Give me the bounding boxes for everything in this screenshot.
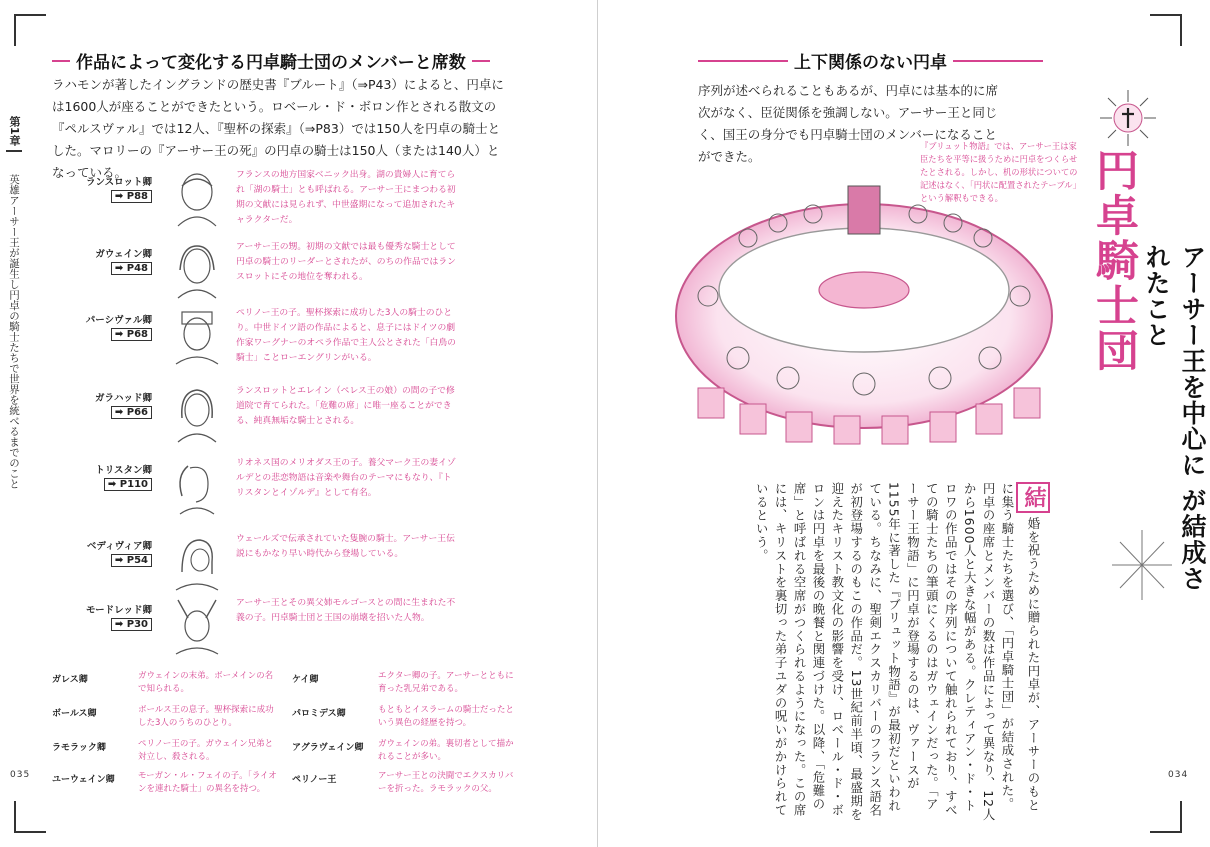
knight-portrait-gawain — [168, 240, 226, 298]
chapter-tab: 第1章 — [6, 116, 22, 152]
minor-knight-description: ガウェインの弟。裏切者として描かれることが多い。 — [378, 739, 514, 762]
minor-knight-entry — [292, 770, 522, 800]
page-reference[interactable]: ➡ P88 — [111, 190, 152, 203]
knight-portrait-percival — [168, 306, 226, 364]
page-reference[interactable]: ➡ P66 — [111, 406, 152, 419]
chapter-sub-title: アーサー王を中心に が結成されたこと — [1142, 244, 1207, 592]
knight-portrait-mordred — [168, 596, 226, 654]
chapter-main-title: 円卓騎士団 — [1089, 148, 1139, 373]
intro-paragraph: 序列が述べられることもあるが、円卓には基本的に席次がなく、臣従関係を強調しない。アーサー王と同じく、国王の身分でも円卓騎士団のメンバーになることができた。 — [698, 83, 999, 164]
round-table-illustration — [668, 178, 1060, 446]
knight-description: リオネス国のメリオダス王の子。養父マーク王の妻イゾルデとの悲恋物語は音楽や舞台のテーマにもなり、『トリスタンとイゾルデ』として有名。 — [236, 458, 456, 498]
knight-entry — [60, 532, 500, 592]
right-page — [598, 0, 1207, 847]
chapter-title-block — [1084, 90, 1207, 610]
page-number: 034 — [1168, 770, 1189, 780]
knight-entry — [60, 384, 500, 444]
heading-rule — [472, 60, 490, 62]
minor-knight-description: ボールス王の息子。聖杯探索に成功した3人のうちのひとり。 — [138, 705, 274, 728]
knight-description: ランスロットとエレイン（ペレス王の娘）の間の子で修道院で育てられた。「危難の席」に唯一座ることができる、純真無垢な騎士とされる。 — [236, 386, 455, 426]
minor-knight-description: アーサー王との決闘でエクスカリバーを折った。ラモラックの父。 — [378, 771, 514, 794]
section-heading-text: 作品によって変化する円卓騎士団のメンバーと席数 — [76, 53, 466, 73]
knight-portrait-lancelot — [168, 168, 226, 226]
minor-knight-entry — [52, 704, 282, 734]
intro-paragraph: ラハモンが著したイングランドの歴史書『ブルート』（⇒P43）によると、円卓には1600人が座ることができたという。ロベール・ド・ボロン作とされる散文の『ペルスヴァル』では12人、『聖杯の探索』（⇒P83）では150人を円卓の騎士とした。マロリーの『アーサー王の死』の円卓の騎士は150人（または140人）となっている。 — [52, 77, 504, 180]
minor-knight-name: ユーウェイン卿 — [52, 775, 115, 785]
knight-entry — [60, 240, 500, 300]
minor-knight-name: ラモラック卿 — [52, 743, 106, 753]
minor-knight-entry — [52, 738, 282, 768]
heading-rule — [52, 60, 70, 62]
section-heading — [52, 48, 490, 73]
knight-name: パーシヴァル卿 — [85, 315, 152, 326]
minor-knight-description: もともとイスラームの騎士だったという異色の経歴を持つ。 — [378, 705, 514, 728]
page-number: 035 — [10, 770, 31, 780]
section-heading-text: 上下関係のない円卓 — [794, 53, 947, 73]
cross-emblem-icon — [1100, 90, 1156, 146]
main-body-paragraph: 婚を祝うために贈られた円卓が、アーサーのもとに集う騎士たちを選び、「円卓騎士団」が結成された。円卓の座席とメンバーの数は作品によって異なり、12人から1600人と大きな幅がある。クレティアン・ド・トロワの作品ではその序列について触れられており、すべての騎士たちの筆頭にくるのはガウェインだった。「アーサー王物語」に円卓が登場するのは、ヴァースが1155年に著した『ブリュット物語』が最初だといわれている。ちなみに、聖剣エクスカリバーのフランス語名が初登場するのもこの作品だ。13世紀前半頃、最盛期を迎えたキリスト教文化の影響を受け、ロベール・ド・ボロンは円卓を最後の晩餐と関連づけた。以降、「危難の席」と呼ばれる空席がつくられるようになった。この席には、キリストを裏切った弟子ユダの呪いがかけられているという。 — [754, 482, 1041, 822]
knight-entry — [60, 306, 500, 366]
minor-knight-description: ガウェインの末弟。ボーメインの名で知られる。 — [138, 671, 274, 694]
minor-knight-description: ペリノー王の子。ガウェイン兄弟と対立し、殺される。 — [138, 739, 274, 762]
knight-name: ガラハッド卿 — [94, 393, 152, 404]
corner-ornament — [1150, 801, 1182, 833]
knight-name: トリスタン卿 — [95, 465, 152, 476]
minor-knight-name: ガレス卿 — [52, 675, 88, 685]
minor-knight-name: ボールス卿 — [52, 709, 97, 719]
chapter-running-title: 英雄アーサー王が誕生し円卓の騎士たちで世界を統べるまでのこと — [8, 174, 20, 489]
knight-portrait-galahad — [168, 384, 226, 442]
minor-knight-description: エクター卿の子。アーサーとともに育った乳兄弟である。 — [378, 671, 514, 694]
knight-name: モードレッド卿 — [85, 605, 152, 616]
knight-description: ペリノー王の子。聖杯探索に成功した3人の騎士のひとり。中世ドイツ語の作品によると、息子にはドイツの劇作家ワーグナーのオペラ作品で主人公とされた「白鳥の騎士」ことローエングリンがいる。 — [236, 308, 456, 363]
knight-portrait-bedivere — [168, 532, 226, 590]
sunburst-ornament-icon — [1112, 530, 1172, 600]
illustration-caption: 『ブリュット物語』では、アーサー王は家臣たちを平等に扱うために円卓をつくらせたとされる。しかし、机の形状についての記述はなく、「円状に配置されたテーブル」という解釈もできる。 — [920, 141, 1078, 203]
minor-knight-name: パロミデス卿 — [292, 709, 346, 719]
knight-name: ベディヴィア卿 — [86, 541, 152, 552]
corner-ornament — [14, 801, 46, 833]
knight-description: フランスの地方国家ベニック出身。湖の貴婦人に育てられ「湖の騎士」とも呼ばれる。アーサー王にまつわる初期の文献には見られず、中世盛期になって追加されたキャラクターだ。 — [236, 170, 456, 225]
minor-knight-entry — [292, 670, 522, 700]
heading-rule — [698, 60, 788, 62]
minor-knight-entry — [292, 704, 522, 734]
knight-description: アーサー王とその異父姉モルゴースとの間に生まれた不義の子。円卓騎士団と王国の崩壊を招いた人物。 — [236, 598, 456, 623]
drop-cap: 結 — [1016, 482, 1050, 513]
knight-name: ガウェイン卿 — [95, 249, 152, 260]
minor-knight-name: アグラヴェイン卿 — [292, 743, 364, 753]
corner-ornament — [14, 14, 46, 46]
minor-knight-entry — [292, 738, 522, 768]
knight-entry — [60, 456, 500, 516]
minor-knight-entry — [52, 670, 282, 700]
page-reference[interactable]: ➡ P30 — [111, 618, 152, 631]
knight-entry — [60, 168, 500, 228]
knight-name: ランスロット卿 — [85, 177, 152, 188]
heading-rule — [953, 60, 1043, 62]
knight-description: ウェールズで伝承されていた隻腕の騎士。アーサー王伝説にもかなり早い時代から登場している。 — [236, 534, 455, 559]
knight-description: アーサー王の甥。初期の文献では最も優秀な騎士として円卓の騎士のリーダーとされたが、のちの作品ではランスロットにその地位を奪われる。 — [236, 242, 456, 282]
minor-knight-description: モーガン・ル・フェイの子。「ライオンを連れた騎士」の異名を持つ。 — [138, 771, 277, 794]
page-reference[interactable]: ➡ P54 — [111, 554, 152, 567]
main-body-text — [690, 482, 1050, 822]
corner-ornament — [1150, 14, 1182, 46]
section-heading — [698, 48, 1043, 73]
minor-knight-name: ケイ卿 — [292, 675, 319, 685]
page-reference[interactable]: ➡ P110 — [104, 478, 152, 491]
knight-portrait-tristan — [168, 456, 226, 514]
page-reference[interactable]: ➡ P48 — [111, 262, 152, 275]
knight-entry — [60, 596, 500, 656]
page-reference[interactable]: ➡ P68 — [111, 328, 152, 341]
minor-knight-entry — [52, 770, 282, 800]
minor-knight-name: ペリノー王 — [292, 775, 337, 785]
left-page — [0, 0, 598, 847]
